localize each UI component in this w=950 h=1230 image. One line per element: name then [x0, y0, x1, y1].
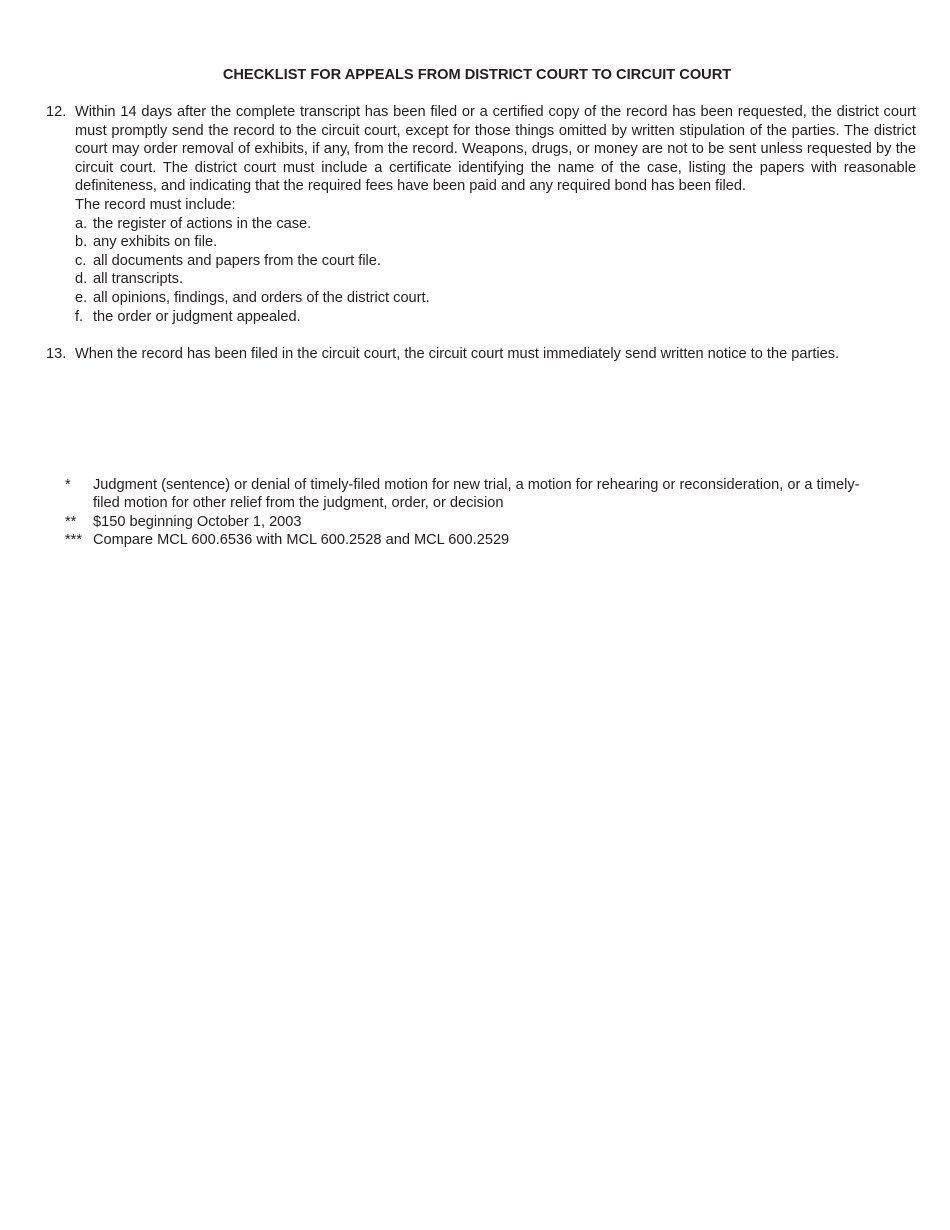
- list-item-letter: e.: [75, 289, 88, 306]
- page-title: CHECKLIST FOR APPEALS FROM DISTRICT COURT TO CIRCUIT COURT: [222, 67, 732, 83]
- list-item: [75, 233, 916, 252]
- checklist-item-12: [46, 103, 916, 326]
- record-intro: The record must include:: [75, 196, 236, 213]
- footnote-mark: *: [65, 477, 71, 493]
- footnote-text: Judgment (sentence) or denial of timely-filed motion for new trial, a motion for rehearing or reconsideration, or a timely-filed motion for other relief from the judgment, order, or decision: [93, 477, 860, 512]
- list-item: [75, 308, 916, 327]
- list-item-text: the order or judgment appealed.: [93, 308, 301, 325]
- footnote-text: Compare MCL 600.6536 with MCL 600.2528 and MCL 600.2529: [93, 532, 510, 549]
- list-item: [75, 289, 916, 308]
- list-item-text: the register of actions in the case.: [93, 215, 312, 232]
- list-item-text: any exhibits on file.: [93, 234, 218, 251]
- footnote: [65, 513, 885, 531]
- item-text: Within 14 days after the complete transcript has been filed or a certified copy of the record has been requested, the district court must promptly send the record to the circuit court, except for those things omitted by written stipulation of the parties. The district court may order removal of exhibits, if any, from the record. Weapons, drugs, or money are not to be sent unless requested by the circuit court. The district court must include a certificate identifying the name of the case, listing the papers with reasonable definiteness, and indicating that the required fees have been paid and any required bond has been filed.: [75, 104, 916, 195]
- footnote: [65, 531, 885, 549]
- item-text: When the record has been filed in the circuit court, the circuit court must immediately send written notice to the parties.: [75, 346, 840, 362]
- record-contents-list: [75, 215, 916, 327]
- list-item-text: all documents and papers from the court file.: [93, 252, 381, 269]
- list-item-letter: b.: [75, 234, 88, 251]
- footnotes: [65, 476, 885, 550]
- item-number: 12.: [46, 104, 67, 120]
- item-number: 13.: [46, 346, 67, 362]
- list-item-letter: f.: [75, 308, 84, 325]
- list-item-letter: d.: [75, 271, 88, 288]
- footnote: [65, 476, 885, 513]
- list-item-letter: a.: [75, 215, 88, 232]
- footnote-text: $150 beginning October 1, 2003: [93, 513, 302, 530]
- list-item-text: all transcripts.: [93, 271, 184, 288]
- footnote-mark: ***: [65, 532, 83, 549]
- list-item-text: all opinions, findings, and orders of the district court.: [93, 289, 430, 306]
- list-item: [75, 215, 916, 234]
- list-item: [75, 252, 916, 271]
- list-item-letter: c.: [75, 252, 87, 269]
- checklist-item-13: [46, 345, 916, 364]
- footnote-mark: **: [65, 513, 77, 530]
- list-item: [75, 270, 916, 289]
